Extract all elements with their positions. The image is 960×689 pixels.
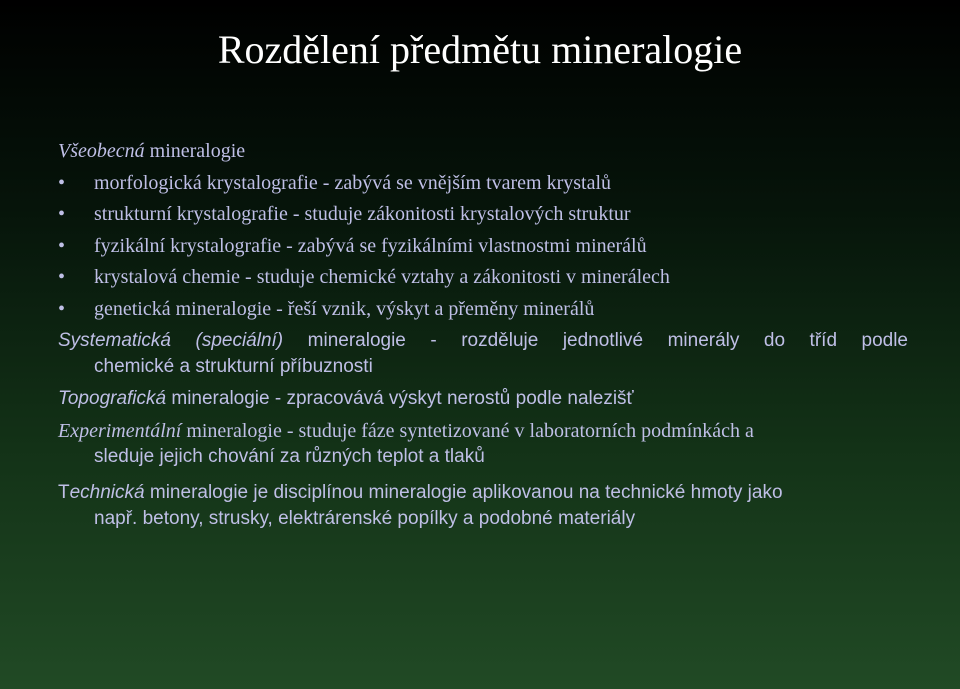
bullet-item-crystal-chemistry	[58, 264, 908, 290]
technical-mineralogy-continuation: např. betony, strusky, elektrárenské popílky a podobné materiály	[94, 507, 636, 529]
technical-mineralogy-line	[58, 480, 908, 506]
systematic-mineralogy-continuation: chemické a strukturní příbuznosti	[94, 355, 373, 377]
bullet-text: krystalová chemie - studuje chemické vztahy a zákonitosti v minerálech	[94, 266, 670, 288]
systematic-mineralogy-line	[58, 328, 908, 354]
general-term: Všeobecná	[58, 140, 145, 162]
experimental-rest: mineralogie - studuje fáze syntetizované v laboratorních podmínkách a	[181, 419, 754, 442]
technical-term: echnická	[69, 481, 145, 503]
slide-title: Rozdělení předmětu mineralogie	[217, 27, 743, 72]
bullet-text: genetická mineralogie - řeší vznik, výskyt a přeměny minerálů	[94, 297, 595, 320]
bullet-text: fyzikální krystalografie - zabývá se fyzikálními vlastnostmi minerálů	[94, 234, 647, 257]
topographic-mineralogy-line	[58, 386, 908, 412]
bullet-icon: •	[58, 171, 66, 194]
topographic-rest: mineralogie - zpracovává výskyt nerostů podle nalezišť	[166, 387, 634, 409]
bullet-item-morphological	[58, 170, 908, 196]
bullet-item-structural	[58, 201, 908, 227]
bullet-item-physical	[58, 233, 908, 259]
bullet-icon: •	[58, 203, 66, 225]
experimental-term: Experimentální	[58, 419, 182, 442]
systematic-term: Systematická (speciální)	[58, 329, 284, 351]
bullet-icon: •	[58, 297, 66, 320]
technical-rest: mineralogie je disciplínou mineralogie aplikovanou na technické hmoty jako	[144, 481, 783, 503]
bullet-text: strukturní krystalografie - studuje zákonitosti krystalových struktur	[94, 203, 631, 225]
experimental-mineralogy-line	[58, 418, 908, 444]
bullet-item-genetic	[58, 296, 908, 322]
bullet-icon: •	[58, 234, 66, 257]
slide-content	[58, 138, 908, 532]
general-rest: mineralogie	[144, 140, 246, 162]
experimental-mineralogy-continuation: sleduje jejich chování za různých teplot a tlaků	[94, 445, 485, 467]
systematic-rest: mineralogie - rozděluje jednotlivé minerály do tříd podle	[283, 329, 909, 351]
topographic-term: Topografická	[58, 387, 167, 409]
technical-lead-letter: T	[58, 481, 70, 503]
general-mineralogy-heading	[58, 138, 908, 164]
bullet-icon: •	[58, 266, 66, 288]
bullet-text: morfologická krystalografie - zabývá se vnějším tvarem krystalů	[94, 171, 612, 194]
